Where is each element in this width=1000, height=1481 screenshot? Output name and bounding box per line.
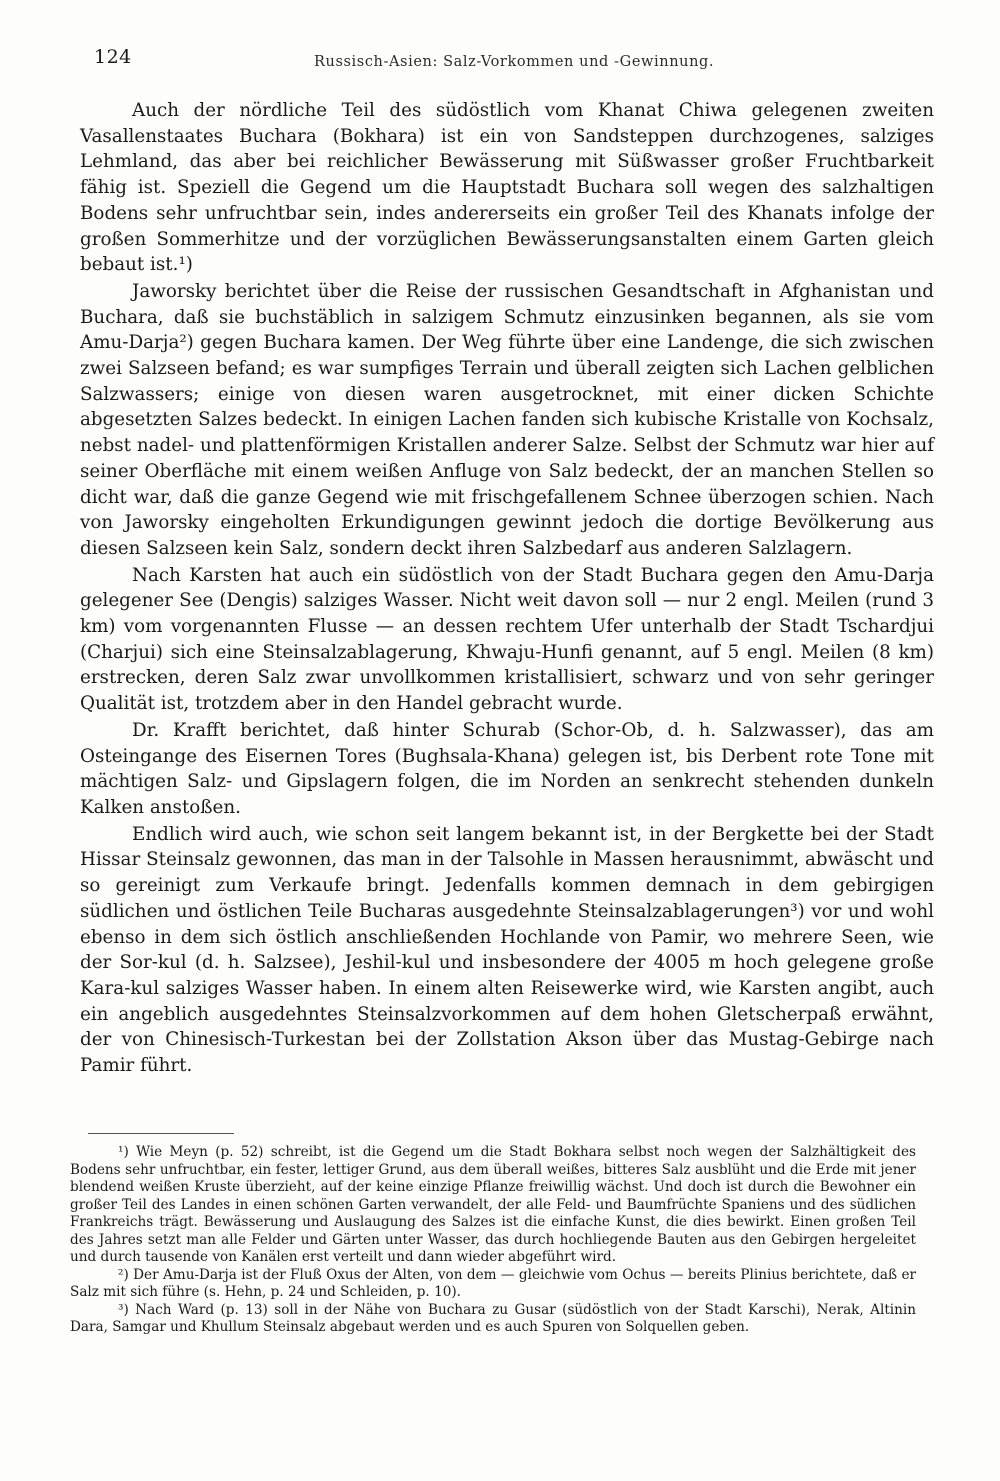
footnote: ²) Der Amu-Darja ist der Fluß Oxus der Alten, von dem — gleichwie vom Ochus — bereits Plinius berichtete, daß er Salz mit sich führe (s. Hehn, p. 24 und Schleiden, p. 10). <box>70 1266 916 1300</box>
paragraph: Nach Karsten hat auch ein südöstlich von der Stadt Buchara gegen den Amu-Darja gelegener See (Dengis) salziges Wasser. Nicht weit davon soll — nur 2 engl. Meilen (rund 3 km) vom vorgenannten Flusse — an dessen rechtem Ufer unterhalb der Stadt Tschardjui (Charjui) sich eine Steinsalzablagerung, Khwaju-Hunfi genannt, auf 5 engl. Meilen (8 km) erstrecken, deren Salz zwar unvollkommen kristallisiert, schwarz und von sehr geringer Qualität ist, trotzdem aber in den Handel gebracht wurde. <box>80 564 934 715</box>
footnote-divider <box>88 1133 234 1134</box>
paragraph: Dr. Krafft berichtet, daß hinter Schurab (Schor-Ob, d. h. Salzwasser), das am Osteingange des Eisernen Tores (Bughsala-Khana) gelegen ist, bis Derbent rote Tone mit mächtigen Salz- und Gipslagern folgen, die im Norden an senkrecht stehenden dunkeln Kalken anstoßen. <box>80 719 934 818</box>
page-header <box>88 46 938 76</box>
body-text <box>80 98 934 1080</box>
paragraph: Auch der nördliche Teil des südöstlich vom Khanat Chiwa gelegenen zweiten Vasallenstaates Buchara (Bokhara) ist ein von Sandsteppen durchzogenes, salziges Lehmland, das aber bei reichlicher Bewässerung mit Süßwasser großer Fruchtbarkeit fähig ist. Speziell die Gegend um die Hauptstadt Buchara soll wegen des salzhaltigen Bodens sehr unfruchtbar sein, indes andererseits ein großer Teil des Khanats infolge der großen Sommerhitze und der vorzüglichen Bewässerungsanstalten einem Garten gleich bebaut ist.¹) <box>80 100 934 276</box>
running-head: Russisch-Asien: Salz-Vorkommen und -Gewinnung. <box>314 54 715 70</box>
footnote: ³) Nach Ward (p. 13) soll in der Nähe von Buchara zu Gusar (südöstlich von der Stadt Karschi), Nerak, Altinin Dara, Samgar und Khullum Steinsalz abgebaut werden und es auch Spuren von Solquellen geben. <box>70 1301 916 1335</box>
footnote: ¹) Wie Meyn (p. 52) schreibt, ist die Gegend um die Stadt Bokhara selbst noch wegen der Salzhältigkeit des Bodens sehr unfruchtbar, ein fester, lettiger Grund, aus dem überall weißes, bitteres Salz ausblüht und die Erde mit jener blendend weißen Kruste überzieht, auf der keine einzige Pflanze freiwillig wächst. Und doch ist durch die Bewohner ein großer Teil des Landes in einen schönen Garten verwandelt, der alle Feld- und Baumfrüchte Spaniens und des südlichen Frankreichs trägt. Bewässerung und Auslaugung des Salzes ist die einfache Kunst, die dies bewirkt. Einen großen Teil des Jahres setzt man alle Felder und Gärten unter Wasser, das durch hochliegende Bauten aus den Gebirgen hergeleitet und durch tausende von Kanälen erst verteilt und dann wieder abgeführt wird. <box>70 1144 916 1265</box>
paragraph: Endlich wird auch, wie schon seit langem bekannt ist, in der Bergkette bei der Stadt Hissar Steinsalz gewonnen, das man in der Talsohle in Massen herausnimmt, abwäscht und so gereinigt zum Verkaufe bringt. Jedenfalls kommen demnach in dem gebirgigen südlichen und östlichen Teile Bucharas ausgedehnte Steinsalzablagerungen³) vor und wohl ebenso in dem sich östlich anschließenden Hochlande von Pamir, wo mehrere Seen, wie der Sor-kul (d. h. Salzsee), Jeshil-kul und insbesondere der 4005 m hoch gelegene große Kara-kul salziges Wasser haben. In einem alten Reisewerke wird, wie Karsten angibt, auch ein angeblich ausgedehntes Steinsalzvorkommen auf dem hohen Gletscherpaß erwähnt, der von Chinesisch-Turkestan bei der Zollstation Akson über das Mustag-Gebirge nach Pamir führt. <box>80 823 934 1077</box>
footnotes <box>70 1144 916 1337</box>
page-number: 124 <box>94 46 132 68</box>
paragraph: Jaworsky berichtet über die Reise der russischen Gesandtschaft in Afghanistan und Buchara, daß sie buchstäblich in salzigem Schmutz einzusinken begannen, als sie vom Amu-Darja²) gegen Buchara kamen. Der Weg führte über eine Landenge, die sich zwischen zwei Salzseen befand; es war sumpfiges Terrain und überall zeigten sich Lachen gelblichen Salzwassers; einige von diesen waren ausgetrocknet, mit einer dicken Schichte abgesetzten Salzes bedeckt. In einigen Lachen fanden sich kubische Kristalle von Kochsalz, nebst nadel- und plattenförmigen Kristallen anderer Salze. Selbst der Schmutz war hier auf seiner Oberfläche mit einem weißen Anfluge von Salz bedeckt, der an manchen Stellen so dicht war, daß die ganze Gegend wie mit frischgefallenem Schnee überzogen schien. Nach von Jaworsky eingeholten Erkundigungen gewinnt jedoch die dortige Bevölkerung aus diesen Salzseen kein Salz, sondern deckt ihren Salzbedarf aus anderen Salzlagern. <box>80 280 934 559</box>
